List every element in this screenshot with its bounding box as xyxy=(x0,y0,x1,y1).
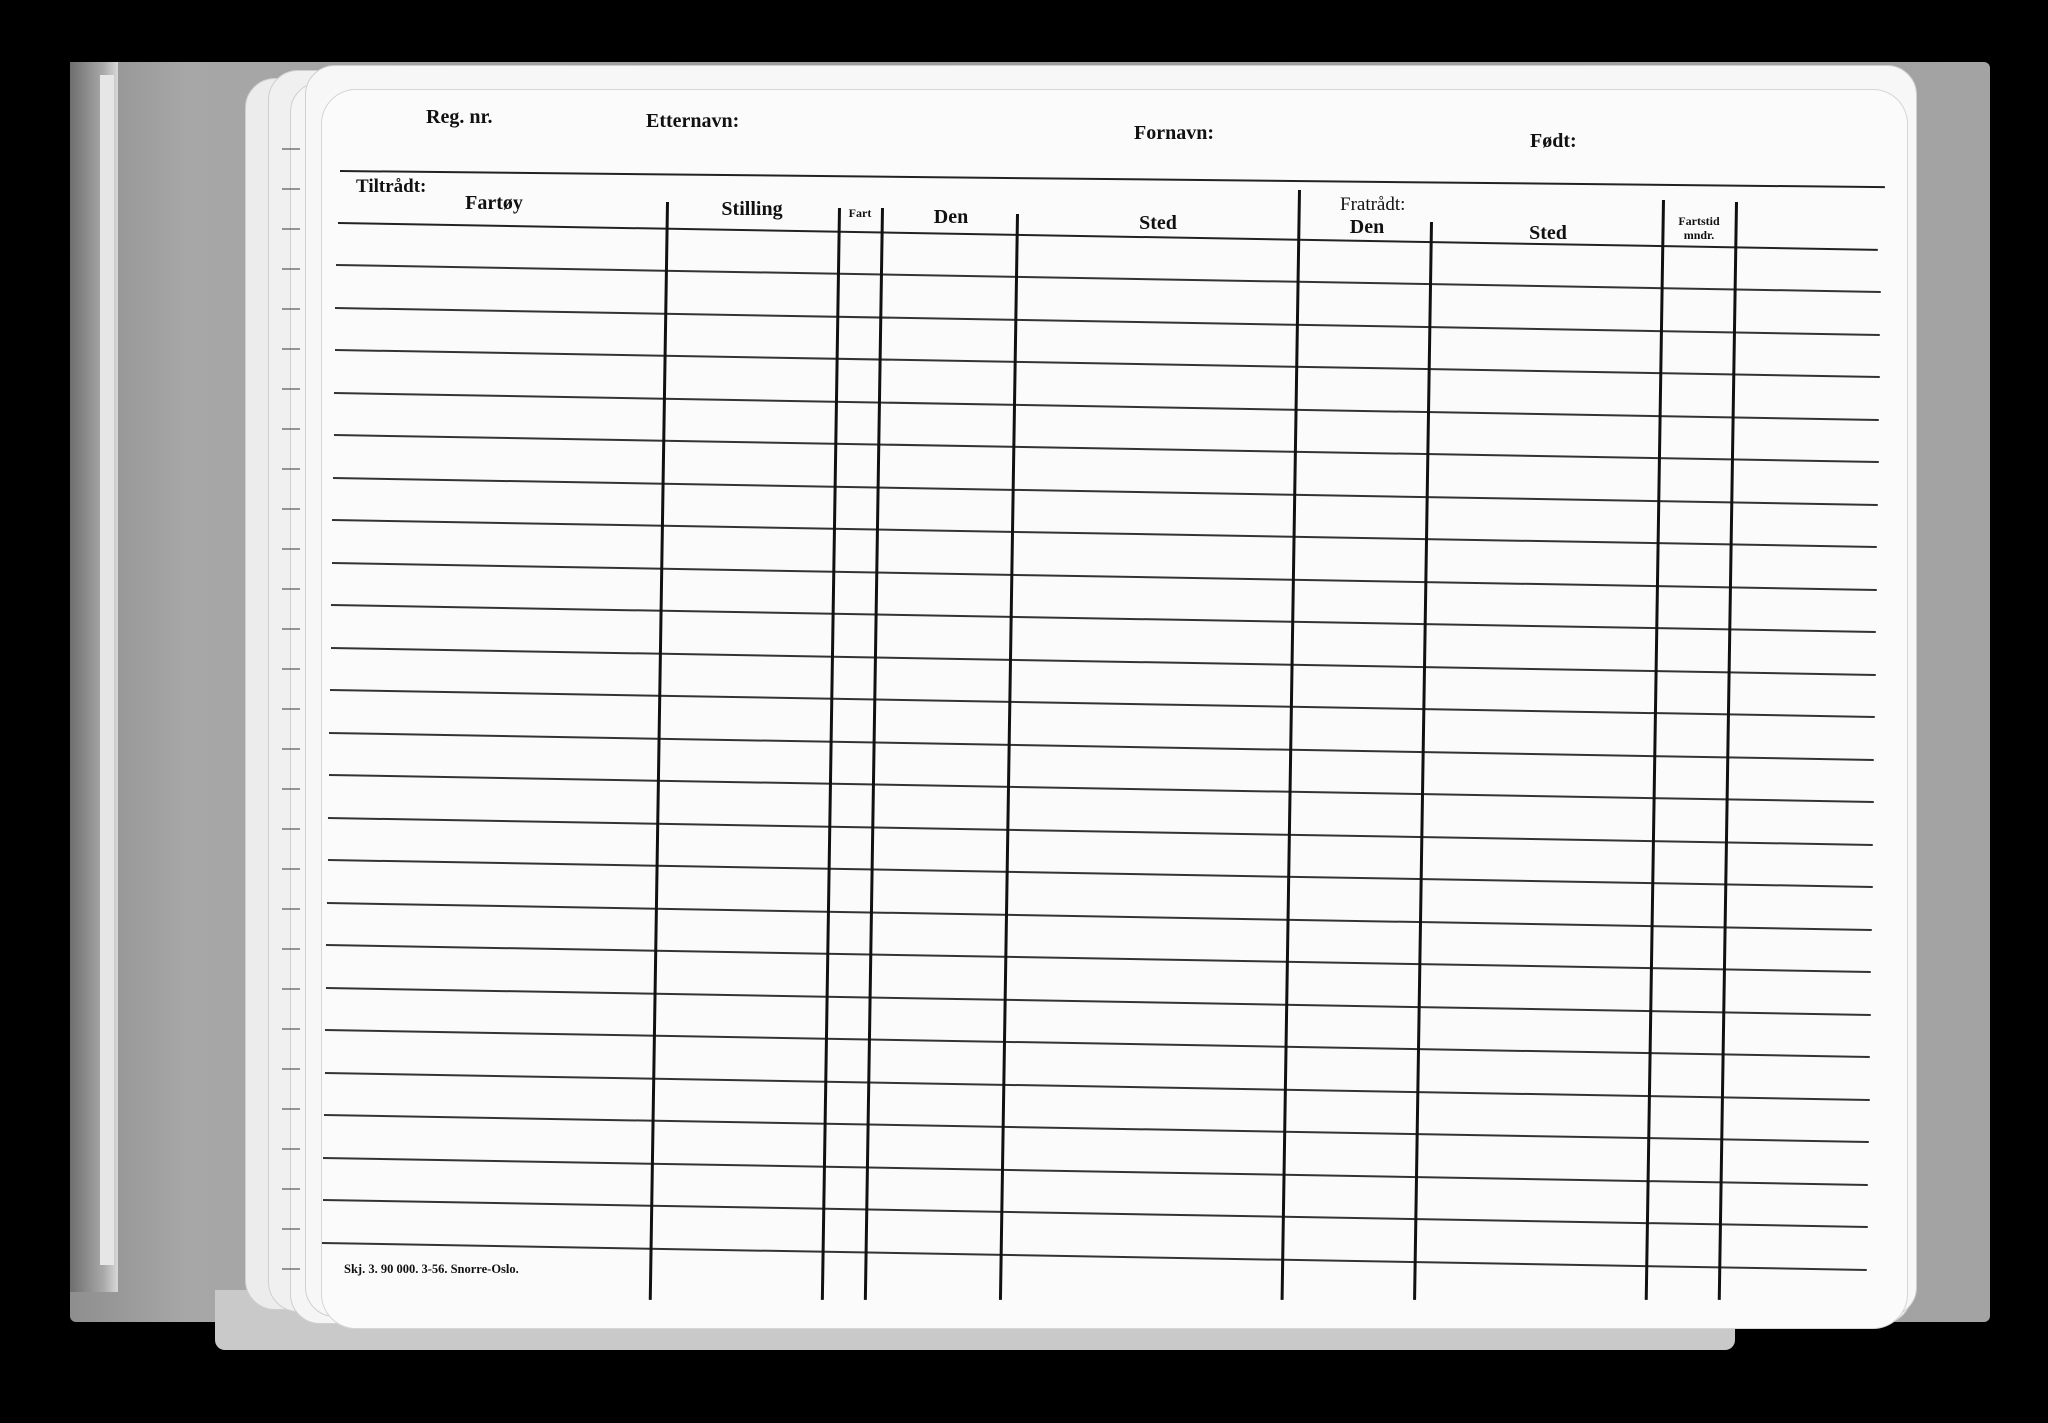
table-row-rule xyxy=(332,562,1877,590)
tiltradt-label: Tiltrådt: xyxy=(356,176,427,197)
table-row-rule xyxy=(325,1029,1870,1057)
table-row-rule xyxy=(325,1072,1870,1100)
table-row-rule xyxy=(324,1114,1869,1142)
table-row-rule xyxy=(323,1157,1868,1185)
card-stack-edges xyxy=(282,110,300,1270)
table-top-rule xyxy=(340,170,1885,188)
column-rule xyxy=(1718,202,1738,1300)
table-row-rule xyxy=(330,689,1875,717)
table-row-rule xyxy=(331,647,1876,675)
col-den-fratradt: Den xyxy=(1349,216,1385,238)
table-row-rule xyxy=(326,987,1871,1015)
table-row-rule xyxy=(334,392,1879,420)
table-row-rule xyxy=(335,349,1880,377)
table-row-rule xyxy=(328,817,1873,845)
column-rule xyxy=(1413,222,1433,1300)
table-row-rule xyxy=(335,307,1880,335)
table-row-rule xyxy=(336,264,1881,292)
column-rule xyxy=(1645,200,1665,1300)
column-rule xyxy=(649,202,669,1300)
col-fartstid-unit: mndr. xyxy=(1683,228,1715,242)
table-row-rule xyxy=(328,859,1873,887)
col-fartstid: Fartstid xyxy=(1678,214,1720,228)
fodt-label: Født: xyxy=(1530,130,1577,152)
table-row-rule xyxy=(331,604,1876,632)
table-row-rule xyxy=(326,944,1871,972)
col-fartoy: Fartøy xyxy=(465,192,523,214)
etternavn-label: Etternavn: xyxy=(646,110,740,132)
table-row-rule xyxy=(329,732,1874,760)
column-rule xyxy=(999,214,1019,1300)
table-row-rule xyxy=(329,774,1874,802)
table-row-rule xyxy=(322,1242,1867,1270)
fornavn-label: Fornavn: xyxy=(1134,122,1214,144)
col-den-tiltradt: Den xyxy=(933,206,969,228)
column-rule xyxy=(1281,190,1301,1300)
column-rule xyxy=(864,208,884,1300)
table-row-rule xyxy=(323,1199,1868,1227)
header-underline xyxy=(338,222,1878,251)
col-stilling: Stilling xyxy=(721,198,783,220)
column-rule xyxy=(821,208,841,1300)
table-row-rule xyxy=(333,477,1878,505)
table-row-rule xyxy=(327,902,1872,930)
table-row-rule xyxy=(332,519,1877,547)
reg-nr-label: Reg. nr. xyxy=(426,106,493,128)
print-note: Skj. 3. 90 000. 3-56. Snorre-Oslo. xyxy=(344,1262,519,1276)
col-fart: Fart xyxy=(848,206,872,220)
fratradt-label: Fratrådt: xyxy=(1340,194,1406,215)
col-sted-tiltradt: Sted xyxy=(1139,212,1177,234)
table-row-rule xyxy=(334,434,1879,462)
folder-spine-stripe xyxy=(100,75,114,1265)
col-sted-fratradt: Sted xyxy=(1529,222,1567,244)
registration-card xyxy=(322,90,1907,1328)
